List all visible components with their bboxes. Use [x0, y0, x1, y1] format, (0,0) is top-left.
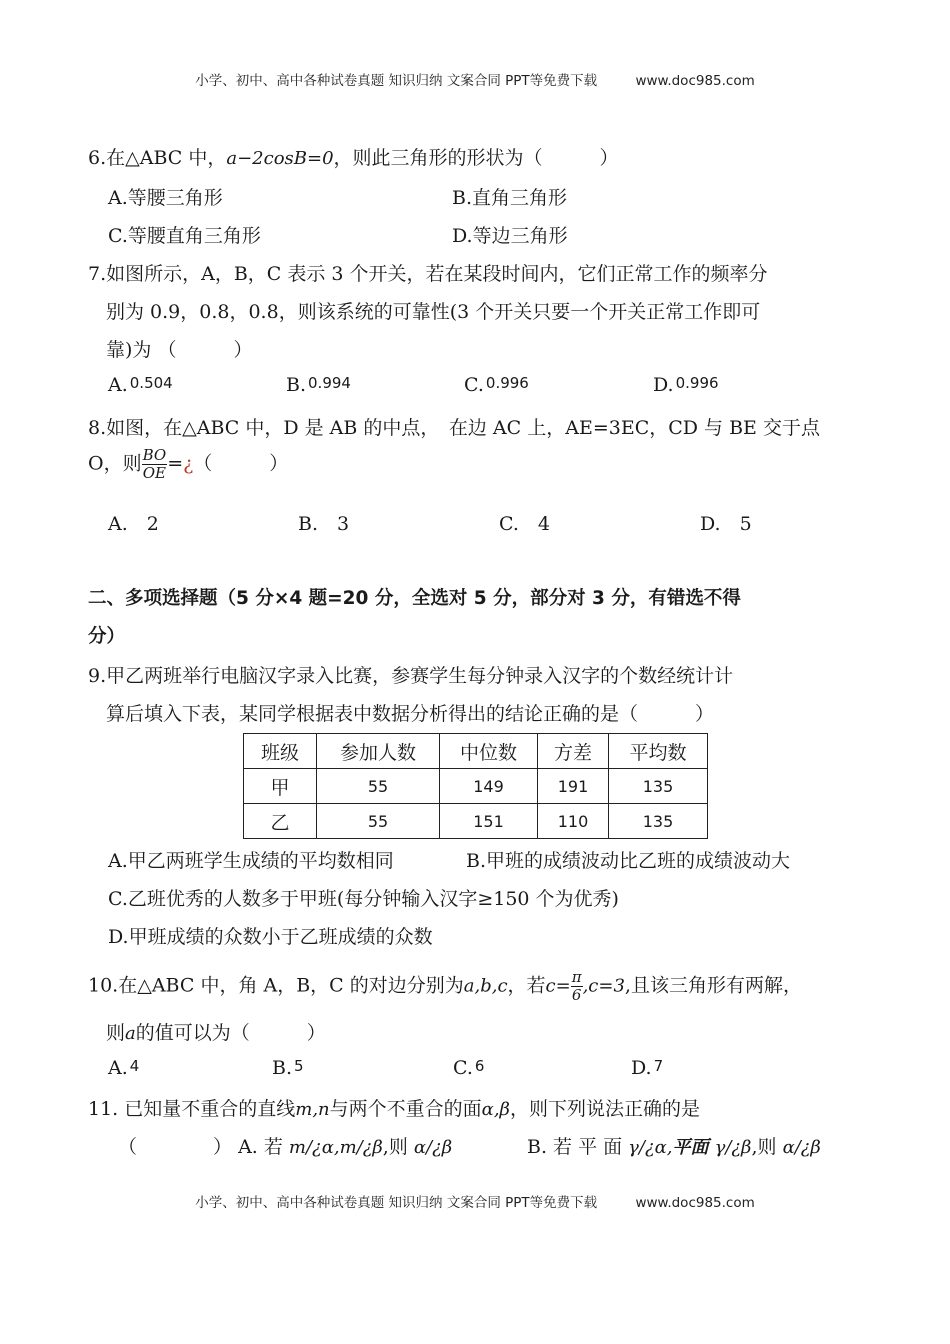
- q6-expr: a−2cosB=0: [226, 148, 334, 169]
- q10-stem-line1: 10.在△ABC 中，角 A，B，C 的对边分别为a,b,c，若c= $\frac{\pi}{6}$ ,c=3,且该三角形有两解，: [88, 968, 802, 1004]
- footer-text: 小学、初中、高中各种试卷真题 知识归纳 文案合同 PPT等免费下载: [195, 1195, 598, 1211]
- q8-stem-line2: O，则 $\frac{BO}{OE}$ =¿（ ）: [88, 446, 289, 482]
- table-cell: 151: [440, 804, 538, 839]
- q11-option-a: A. 若 m/¿α,m/¿β,则 α/¿β: [238, 1136, 453, 1158]
- q6-stem: 6.在△ABC 中，a−2cosB=0，则此三角形的形状为（ ）: [88, 147, 619, 169]
- q9-option-c: C.乙班优秀的人数多于甲班(每分钟输入汉字≥150 个为优秀): [108, 888, 619, 910]
- q7-option-c: C. 0.996: [464, 374, 529, 396]
- q10-stem-line2: 则a的值可以为（ ）: [106, 1022, 326, 1044]
- q7-stem-line1: 7.如图所示，A，B，C 表示 3 个开关，若在某段时间内，它们正常工作的频率分: [88, 263, 768, 285]
- table-cell: 135: [609, 769, 708, 804]
- q8-option-d: D. 5: [700, 513, 752, 535]
- q9-stem-line1: 9.甲乙两班举行电脑汉字录入比赛，参赛学生每分钟录入汉字的个数经统计计: [88, 665, 734, 687]
- q11-stem-line1: 11. 已知量不重合的直线m,n与两个不重合的面α,β，则下列说法正确的是: [88, 1098, 700, 1120]
- q10-fraction: $\frac{\pi}{6}$: [571, 968, 582, 1004]
- table-header-cell: 中位数: [440, 734, 538, 769]
- q6-option-a: A.等腰三角形: [108, 187, 223, 209]
- table-cell: 乙: [244, 804, 317, 839]
- table-cell: 甲: [244, 769, 317, 804]
- q10-option-c: C. 6: [453, 1057, 485, 1079]
- table-cell: 110: [538, 804, 609, 839]
- section-title-line2: 分）: [88, 626, 126, 647]
- q10-option-b: B. 5: [272, 1057, 304, 1079]
- page-footer: [0, 1191, 950, 1211]
- table-row: [244, 769, 708, 804]
- q6-option-d: D.等边三角形: [452, 225, 568, 247]
- q7-option-a: A. 0.504: [108, 374, 173, 396]
- q8-option-b: B. 3: [298, 513, 350, 535]
- q9-option-d: D.甲班成绩的众数小于乙班成绩的众数: [108, 926, 433, 948]
- table-header-cell: 平均数: [609, 734, 708, 769]
- table-header-row: [244, 734, 708, 769]
- header-text: 小学、初中、高中各种试卷真题 知识归纳 文案合同 PPT等免费下载: [195, 73, 598, 89]
- q9-option-b: B.甲班的成绩波动比乙班的成绩波动大: [466, 850, 791, 872]
- q10-option-a: A. 4: [108, 1057, 140, 1079]
- q7-stem-line2: 别为 0.9，0.8，0.8，则该系统的可靠性(3 个开关只要一个开关正常工作即可: [106, 301, 761, 323]
- q6-option-c: C.等腰直角三角形: [108, 225, 261, 247]
- page-header: [0, 69, 950, 89]
- q7-option-d: D. 0.996: [653, 374, 719, 396]
- table-header-cell: 班级: [244, 734, 317, 769]
- q6-option-b: B.直角三角形: [452, 187, 568, 209]
- q8-option-c: C. 4: [499, 513, 550, 535]
- q8-stem-line1: 8.如图，在△ABC 中，D 是 AB 的中点， 在边 AC 上，AE=3EC，CD 与 BE 交于点: [88, 417, 820, 439]
- q11-stem-line2: （ ） A. 若 m/¿α,m/¿β,则 α/¿β: [118, 1136, 453, 1158]
- table-cell: 55: [317, 804, 440, 839]
- q8-option-a: A. 2: [108, 513, 159, 535]
- q9-option-a: A.甲乙两班学生成绩的平均数相同: [108, 850, 394, 872]
- table-header-cell: 方差: [538, 734, 609, 769]
- table-cell: 55: [317, 769, 440, 804]
- footer-url[interactable]: www.doc985.com: [635, 1195, 755, 1211]
- score-table: [243, 733, 708, 839]
- q9-stem-line2: 算后填入下表，某同学根据表中数据分析得出的结论正确的是（ ）: [106, 703, 715, 725]
- q8-fraction: $\frac{BO}{OE}$: [142, 446, 167, 482]
- table-cell: 149: [440, 769, 538, 804]
- q7-stem-line3: 靠)为 （ ）: [106, 339, 253, 361]
- q11-option-b: B. 若 平 面 γ/¿α,平面 γ/¿β,则 α/¿β: [527, 1136, 821, 1158]
- table-row: [244, 804, 708, 839]
- header-url[interactable]: www.doc985.com: [635, 73, 755, 89]
- table-header-cell: 参加人数: [317, 734, 440, 769]
- section-title-line1: 二、多项选择题（5 分×4 题=20 分，全选对 5 分，部分对 3 分，有错选不得: [88, 588, 741, 609]
- table-cell: 191: [538, 769, 609, 804]
- q10-option-d: D. 7: [631, 1057, 664, 1079]
- table-cell: 135: [609, 804, 708, 839]
- q7-option-b: B. 0.994: [286, 374, 351, 396]
